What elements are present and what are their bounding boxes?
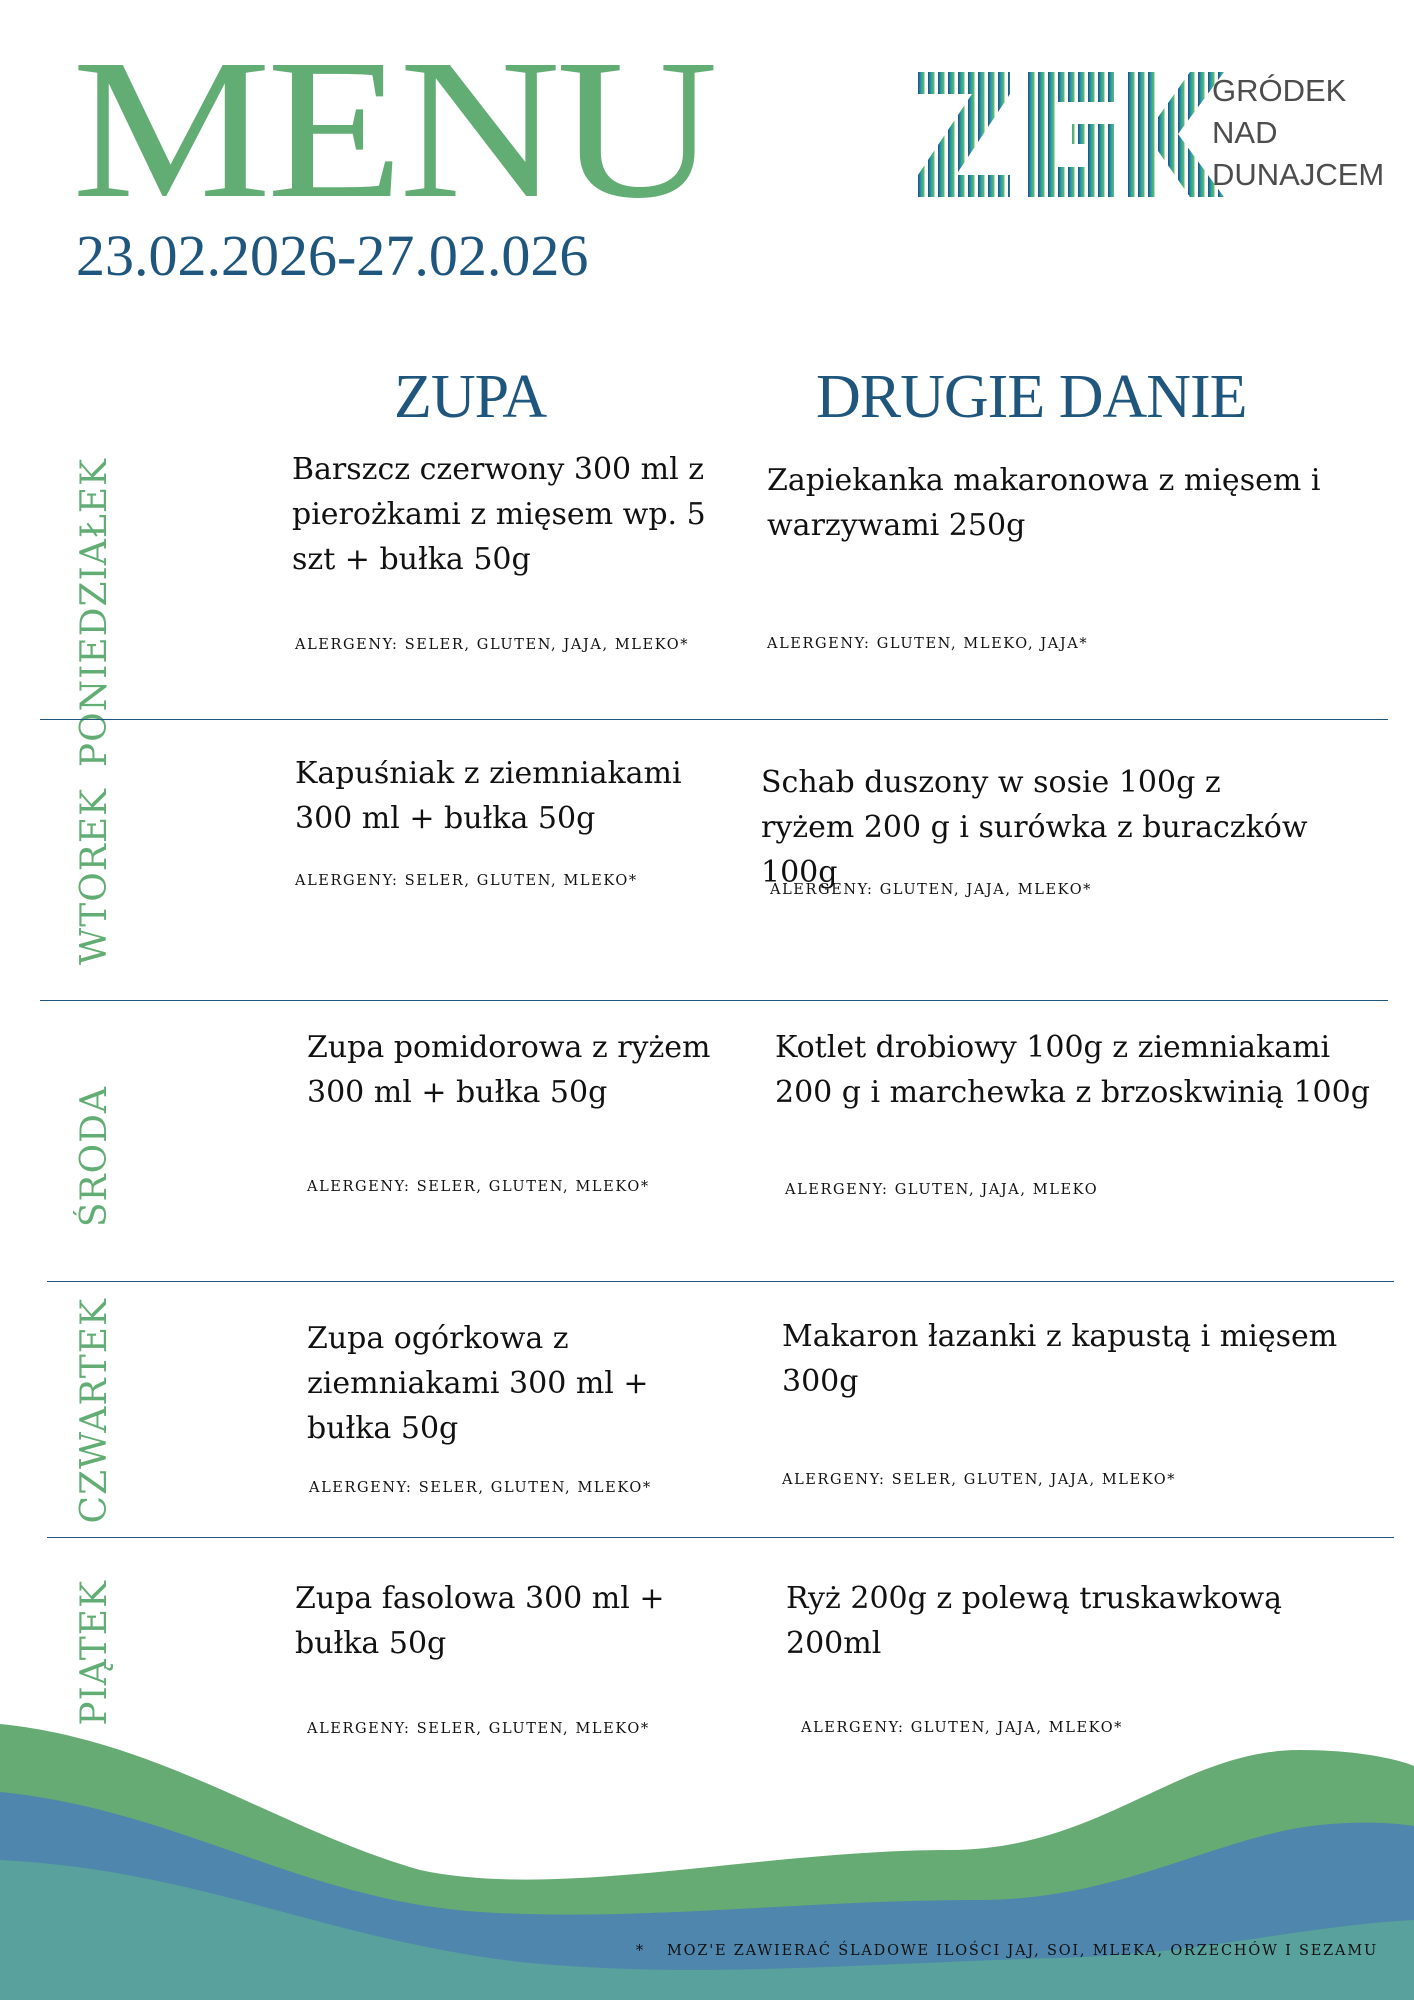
logo-line: GRÓDEK	[1212, 73, 1347, 108]
soup-thursday: Zupa ogórkowa z ziemniakami 300 ml + bułka 50g	[307, 1321, 649, 1446]
soup-monday: Barszcz czerwony 300 ml z pierożkami z mięsem wp. 5 szt + bułka 50g	[292, 452, 706, 577]
main-allergens-thursday: ALERGENY: SELER, GLUTEN, JAJA, MLEKO*	[782, 1472, 1177, 1488]
main-allergens-wednesday: ALERGENY: GLUTEN, JAJA, MLEKO	[785, 1182, 1099, 1198]
divider	[47, 1537, 1394, 1538]
divider	[47, 1281, 1394, 1282]
day-label-monday: PONIEDZIAŁEK	[74, 458, 115, 768]
soup-allergens-thursday: ALERGENY: SELER, GLUTEN, MLEKO*	[309, 1480, 652, 1496]
allergen-footnote	[636, 1943, 1378, 1959]
day-label-wednesday: ŚRODA	[74, 1086, 115, 1228]
soup-allergens-monday: ALERGENY: SELER, GLUTEN, JAJA, MLEKO*	[295, 637, 690, 653]
main-friday: Ryż 200g z polewą truskawkową 200ml	[786, 1581, 1283, 1661]
day-label-friday: PIĄTEK	[74, 1580, 115, 1726]
main-monday: Zapiekanka makaronowa z mięsem i warzywami 250g	[767, 463, 1321, 543]
soup-tuesday: Kapuśniak z ziemniakami 300 ml + bułka 50g	[295, 756, 682, 836]
footnote-text: MOZ'E ZAWIERAĆ ŚLADOWE ILOŚCI JAJ, SOI, MLEKA, ORZECHÓW I SEZAMU	[666, 1943, 1378, 1959]
menu-title: MENU	[72, 19, 714, 240]
divider	[40, 1000, 1388, 1001]
soup-friday: Zupa fasolowa 300 ml + bułka 50g	[295, 1581, 665, 1661]
soup-wednesday: Zupa pomidorowa z ryżem 300 ml + bułka 50g	[307, 1030, 711, 1110]
logo-text	[1212, 70, 1384, 196]
main-allergens-friday: ALERGENY: GLUTEN, JAJA, MLEKO*	[801, 1720, 1124, 1736]
column-header-main: DRUGIE DANIE	[816, 363, 1247, 431]
logo-line: DUNAJCEM	[1212, 157, 1385, 192]
divider	[40, 719, 1388, 720]
date-range: 23.02.2026-27.02.026	[76, 223, 589, 288]
main-allergens-tuesday: ALERGENY: GLUTEN, JAJA, MLEKO*	[770, 882, 1093, 898]
day-label-thursday: CZWARTEK	[74, 1298, 115, 1524]
main-tuesday: Schab duszony w sosie 100g z ryżem 200 g i surówka z buraczków 100g	[761, 765, 1308, 890]
day-label-tuesday: WTOREK	[74, 788, 115, 965]
footnote-marker: *	[635, 1943, 645, 1959]
logo-line: NAD	[1212, 115, 1278, 150]
main-thursday: Makaron łazanki z kapustą i mięsem 300g	[782, 1319, 1338, 1399]
main-wednesday: Kotlet drobiowy 100g z ziemniakami 200 g i marchewka z brzoskwinią 100g	[775, 1030, 1370, 1110]
soup-allergens-tuesday: ALERGENY: SELER, GLUTEN, MLEKO*	[295, 873, 638, 889]
soup-allergens-wednesday: ALERGENY: SELER, GLUTEN, MLEKO*	[307, 1179, 650, 1195]
soup-allergens-friday: ALERGENY: SELER, GLUTEN, MLEKO*	[307, 1721, 650, 1737]
column-header-soup: ZUPA	[394, 363, 547, 431]
main-allergens-monday: ALERGENY: GLUTEN, MLEKO, JAJA*	[767, 636, 1089, 652]
